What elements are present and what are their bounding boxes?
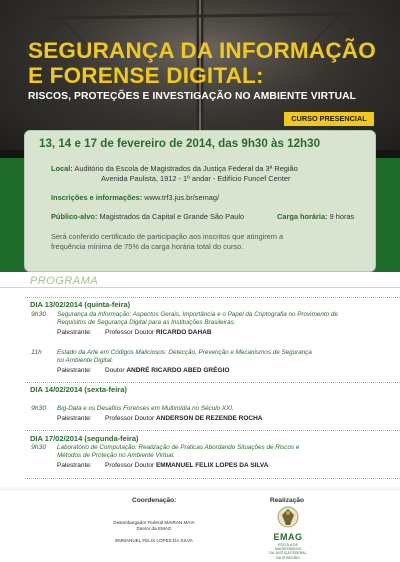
coordinator-1-name: Desembargador Federal MAIRAN MAIA [113,520,195,525]
course-subtitle: RISCOS, PROTEÇÕES E INVESTIGAÇÃO NO AMBIENTE VIRTUAL [28,91,357,102]
session-title-line-2: Métodos de Proteção no Ambiente Virtual. [57,452,175,460]
speaker-name: RICARDO DAHAB [155,329,212,336]
workload-value: 9 horas [329,212,355,221]
registration-label: Inscrições e informações: [51,193,143,202]
audience-label: Público-alvo: [51,212,98,221]
emag-logo-text: EMAG [273,532,303,542]
speaker-title: Professor Doutor RICARDO DAHAB [105,329,212,336]
registration-line [51,193,371,202]
course-type-badge: CURSO PRESENCIAL [284,112,374,126]
separator [25,297,400,298]
course-info-panel [24,130,376,272]
venue-value-2: Avenida Paulista, 1912 - 1º andar - Edifício Funcef Center [101,174,291,183]
coordination-heading: Coordenação: [132,497,177,504]
workload-line [277,212,354,221]
coordinator-1 [104,520,204,532]
program-heading: PROGRAMA [30,275,99,287]
speaker-title: Professor Doutor ANDERSON DE REZENDE ROCHA [105,415,263,422]
program-schedule [0,287,400,487]
session-title-line-1: Estado da Arte em Códigos Maliciosos: Detecção, Prevenção e Mecanismos de Segurança [57,349,312,356]
session-title-line-1: Big-Data e os Desafios Forenses em Multimídia no Século XXI. [57,405,234,412]
separator [25,382,400,383]
emag-subtitle-line-1: ESCOLA DE MAGISTRADOS [275,543,301,552]
session-time: 11h [31,349,42,356]
session-title-line-2: Requisitos de Segurança Digital para as Instituições Brasileiras. [57,319,236,327]
workload-label: Carga horária: [277,212,328,221]
session-title [57,349,387,366]
coordinator-2-name: EMMANUEL FELIX LOPES DA SILVA [115,538,193,543]
title-line-2: E FORENSE DIGITAL: [28,63,264,88]
coordinator-1-role: Diretor da EMAG [136,526,172,531]
day-heading: DIA 14/02/2014 (sexta-feira) [30,385,127,394]
session-title-line-1: Segurança da Informação: Aspectos Gerais, Importância e o Papel da Criptografia no Provimento de [57,311,338,318]
session-title [57,405,387,413]
venue-label: Local: [51,164,73,173]
speaker-name: ANDRÉ RICARDO ABED GRÉGIO [126,367,230,374]
venue-line-1 [51,164,371,173]
course-dates: 13, 14 e 17 de fevereiro de 2014, das 9h30 às 12h30 [39,137,321,150]
emag-subtitle-line-2: DA JUSTIÇA FEDERAL [269,551,307,556]
day-heading: DIA 13/02/2014 (quinta-feira) [30,300,131,309]
session-speaker [57,462,269,469]
registration-link[interactable]: www.trf3.jus.br/semag/ [144,193,220,202]
separator [25,478,400,479]
session-title [57,444,387,461]
session-title [57,311,387,328]
emag-seal-logo [268,505,308,529]
certificate-note [51,232,351,252]
audience-value: Magistrados da Capital e Grande São Paulo [99,212,245,221]
speaker-title: Professor Doutor EMMANUEL FELIX LOPES DA SILVA [105,462,269,469]
session-title-line-2: no Ambiente Digital. [57,357,114,365]
certificate-note-line-1: Será conferido certificado de participação aos inscritos que atingirem a [51,232,284,241]
speaker-name: EMMANUEL FELIX LOPES DA SILVA [155,462,269,469]
emag-logo-subtitle [266,543,310,560]
speaker-label: Palestrante: [57,367,92,374]
speaker-title: Doutor ANDRÉ RICARDO ABED GRÉGIO [105,367,230,374]
session-time: 9h30 [31,405,47,412]
speaker-label: Palestrante: [57,329,92,336]
session-speaker [57,367,230,374]
venue-value-1: Auditório da Escola de Magistrados da Justiça Federal da 3ª Região [74,164,298,173]
course-title [28,38,388,88]
speaker-label: Palestrante: [57,462,92,469]
organizer-heading: Realização [270,497,305,504]
separator [25,430,400,431]
speaker-label: Palestrante: [57,415,92,422]
footer [0,491,400,562]
speaker-name: ANDERSON DE REZENDE ROCHA [155,415,263,422]
certificate-note-line-2: frequência mínima de 75% da carga horária total do curso. [51,242,244,251]
session-time: 9h30 [31,311,47,318]
session-time: 9h30 [31,444,47,451]
emag-subtitle-line-3: DA 3ª REGIÃO [276,555,300,560]
title-line-1: SEGURANÇA DA INFORMAÇÃO [28,38,376,63]
session-title-line-1: Laboratório de Computação: Realização de Práticas Abordando Situações de Riscos e [57,444,300,451]
session-speaker [57,329,212,336]
session-speaker [57,415,263,422]
day-heading: DIA 17/02/2014 (segunda-feira) [30,434,139,443]
